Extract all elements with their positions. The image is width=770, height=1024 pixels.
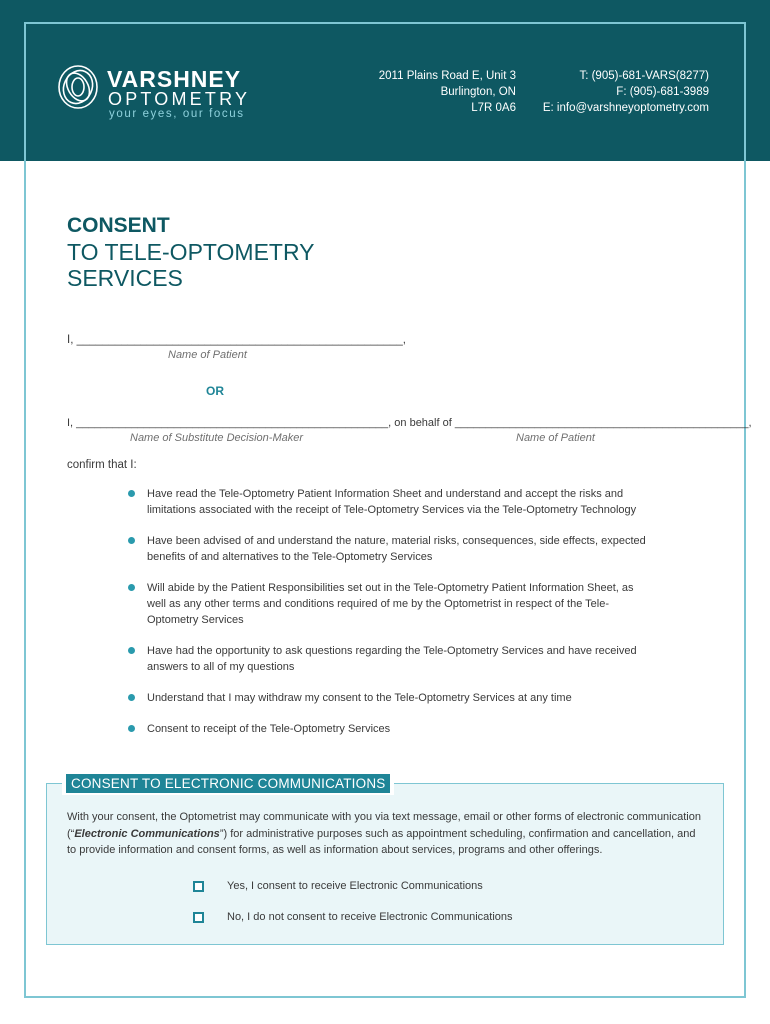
list-item: Have read the Tele-Optometry Patient Information Sheet and understand and accept the risks and limitations associated with the receipt of Tele-Optometry Services via the Tele-Optometry Technology: [128, 486, 648, 518]
list-item: Have been advised of and understand the nature, material risks, consequences, side effects, expected benefits of and alternatives to the Tele-Optometry Services: [128, 533, 648, 565]
on-behalf-patient-caption: Name of Patient: [516, 432, 595, 444]
form-title: [67, 212, 315, 291]
list-item: Consent to receipt of the Tele-Optometry Services: [128, 721, 648, 737]
or-separator: OR: [206, 384, 224, 398]
list-item: Understand that I may withdraw my consent to the Tele-Optometry Services at any time: [128, 690, 648, 706]
checkbox-yes[interactable]: [193, 881, 204, 892]
bullet-icon: [128, 584, 135, 591]
title-line-3: SERVICES: [67, 265, 183, 291]
title-consent: CONSENT: [67, 214, 170, 237]
title-line-2: TO TELE-OPTOMETRY: [67, 239, 315, 265]
address-line-3: L7R 0A6: [471, 102, 516, 114]
sdm-caption: Name of Substitute Decision-Maker: [130, 432, 304, 444]
brand-subtitle: OPTOMETRY: [108, 89, 251, 109]
bullet-icon: [128, 725, 135, 732]
list-item: Have had the opportunity to ask questions regarding the Tele-Optometry Services and have received answers to all of my questions: [128, 643, 648, 675]
bullet-icon: [128, 490, 135, 497]
checkbox-no[interactable]: [193, 912, 204, 923]
substitute-decision-maker-field[interactable]: I, ___________________________________________________, on behalf of ________________________________________________,: [67, 417, 752, 429]
electronic-communications-heading: CONSENT TO ELECTRONIC COMMUNICATIONS: [62, 771, 394, 795]
defined-term: Electronic Communications: [74, 827, 220, 840]
bullet-icon: [128, 694, 135, 701]
brand-name: VARSHNEY: [107, 66, 242, 92]
consent-statements: [128, 486, 648, 737]
list-item: Will abide by the Patient Responsibilities set out in the Tele-Optometry Patient Information Sheet, as well as any other terms and conditions required of me by the Optometrist in respect of the Tele-Optometry Services: [128, 580, 648, 628]
email-address: E: info@varshneyoptometry.com: [542, 102, 709, 114]
fax-number: F: (905)-681-3989: [616, 86, 709, 98]
confirm-intro: confirm that I:: [67, 459, 137, 471]
consent-yes-label: Yes, I consent to receive Electronic Communications: [227, 880, 483, 892]
phone-number: T: (905)-681-VARS(8277): [579, 70, 709, 82]
address-line-2: Burlington, ON: [440, 86, 516, 98]
patient-name-field[interactable]: I, ___________________________________________________,: [67, 334, 406, 346]
brand-tagline: your eyes, our focus: [109, 108, 245, 120]
patient-name-caption: Name of Patient: [168, 349, 247, 361]
address-line-1: 2011 Plains Road E, Unit 3: [378, 70, 516, 82]
electronic-communications-text: With your consent, the Optometrist may communicate with you via text message, email or other forms of electronic communication (“Electronic Communications”) for administrative purposes such as appointment scheduling, confirmation and cancellation, and to provide information and consent forms, as well as information about services, programs and other offerings.: [67, 811, 701, 856]
bullet-icon: [128, 537, 135, 544]
consent-no-label: No, I do not consent to receive Electronic Communications: [227, 911, 513, 923]
bullet-icon: [128, 647, 135, 654]
